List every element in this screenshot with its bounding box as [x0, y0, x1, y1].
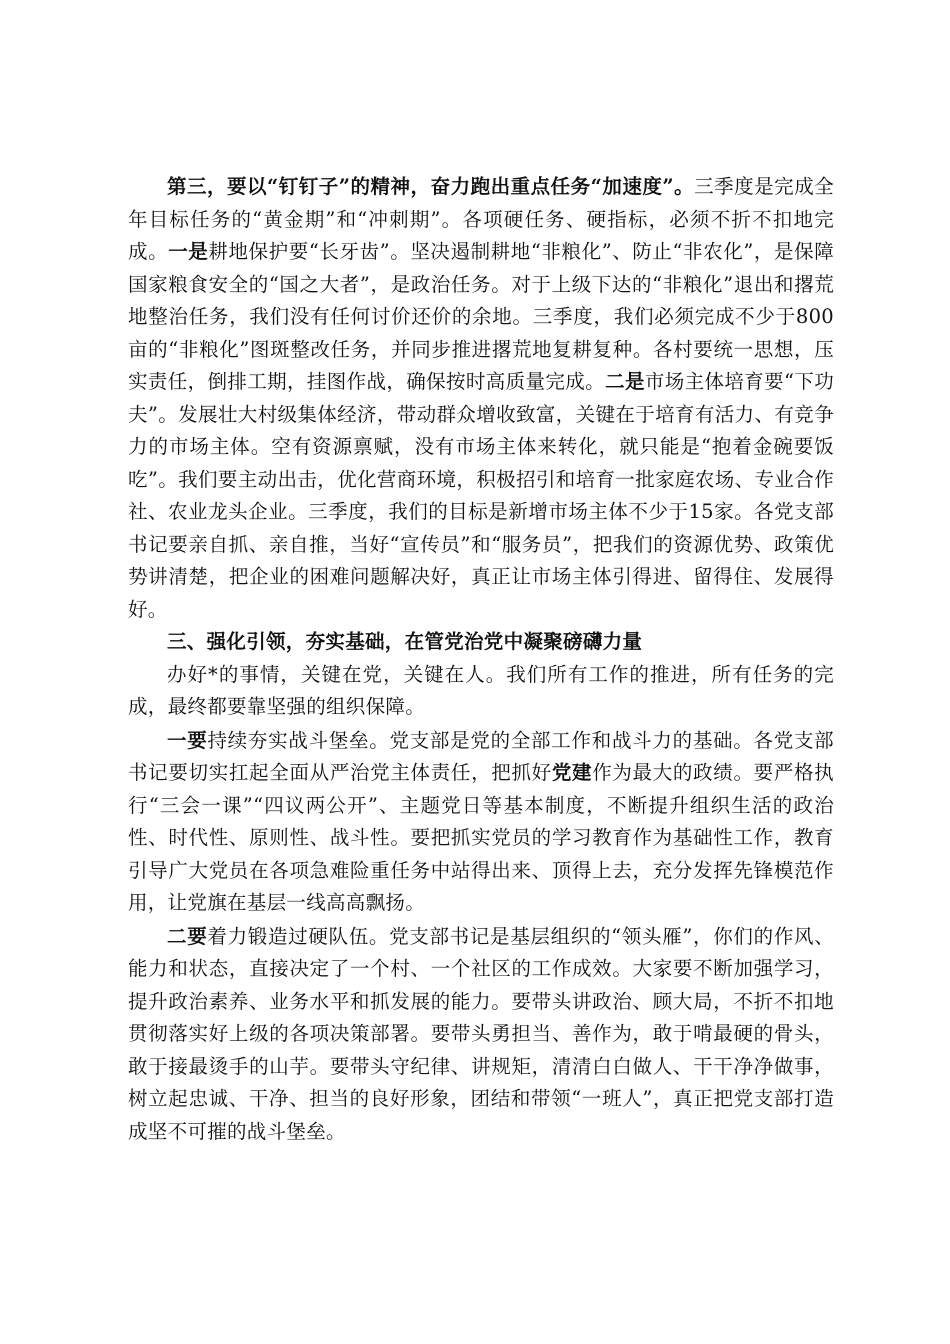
- paragraph-first-requirement: [128, 725, 834, 920]
- keyword-bold: 党建: [551, 761, 593, 784]
- keyword-bold: 二是: [605, 370, 645, 393]
- section-heading-3: 三、强化引领，夯实基础，在管党治党中凝聚磅礴力量: [167, 630, 643, 653]
- keyword-bold: 二要: [167, 924, 208, 948]
- paragraph-third-task: [128, 171, 834, 626]
- keyword-bold: 一要: [167, 728, 208, 752]
- paragraph-lead-bold: 第三，要以“钉钉子”的精神，奋力跑出重点任务“加速度”。: [167, 175, 695, 198]
- document-page: [128, 171, 834, 1148]
- paragraph-intro: 办好*的事情，关键在党，关键在人。我们所有工作的推进，所有任务的完成，最终都要靠坚强的组织保障。: [128, 662, 834, 718]
- paragraph-text: 市场主体培育要“下功夫”。发展壮大村级集体经济，带动群众增收致富，关键在于培育有活力、有竞争力的市场主体。空有资源禀赋，没有市场主体来转化，就只能是“抱着金碗要饭吃”。我们要主动出击，优化营商环境，积极招引和培育一批家庭农场、专业合作社、农业龙头企业。三季度，我们的目标是新增市场主体不少于15家。各党支部书记要亲自抓、亲自推，当好“宣传员”和“服务员”，把我们的资源优势、政策优势讲清楚，把企业的困难问题解决好，真正让市场主体引得进、留得住、发展得好。: [128, 370, 834, 621]
- paragraph-text: 作为最大的政绩。要严格执行“三会一课”“四议两公开”、主题党日等基本制度，不断提升组织生活的政治性、时代性、原则性、战斗性。要把抓实党员的学习教育作为基础性工作，教育引导广大党员在各项急难险重任务中站得出来、顶得上去，充分发挥先锋模范作用，让党旗在基层一线高高飘扬。: [128, 761, 834, 914]
- keyword-bold: 一是: [168, 240, 209, 263]
- paragraph-text: 耕地保护要“长牙齿”。坚决遏制耕地“非粮化”、防止“非农化”，是保障国家粮食安全的“国之大者”，是政治任务。对于上级下达的“非粮化”退出和撂荒地整治任务，我们没有任何讨价还价的余地。三季度，我们必须完成不少于800亩的“非粮化”图斑整改任务，并同步推进撂荒地复耕复种。各村要统一思想，压实责任，倒排工期，挂图作战，确保按时高质量完成。: [128, 240, 834, 393]
- paragraph-second-requirement: [128, 921, 834, 1149]
- paragraph-text: 持续夯实战斗堡垒。党支部是党的全部工作和战斗力的基础。各党支部书记要切实扛起全面从严治党主体责任，把抓好: [128, 728, 834, 784]
- paragraph-text: 着力锻造过硬队伍。党支部书记是基层组织的“领头雁”，你们的作风、能力和状态，直接决定了一个村、一个社区的工作成效。大家要不断加强学习，提升政治素养、业务水平和抓发展的能力。要带头讲政治、顾大局，不折不扣地贯彻落实好上级的各项决策部署。要带头勇担当、善作为，敢于啃最硬的骨头，敢于接最烫手的山芋。要带头守纪律、讲规矩，清清白白做人、干干净净做事，树立起忠诚、干净、担当的良好形象，团结和带领“一班人”，真正把党支部打造成坚不可摧的战斗堡垒。: [128, 924, 834, 1143]
- paragraph-text: 三季度是完成全年目标任务的“黄金期”和“冲刺期”。各项硬任务、硬指标，必须不折不扣地完成。: [128, 175, 834, 263]
